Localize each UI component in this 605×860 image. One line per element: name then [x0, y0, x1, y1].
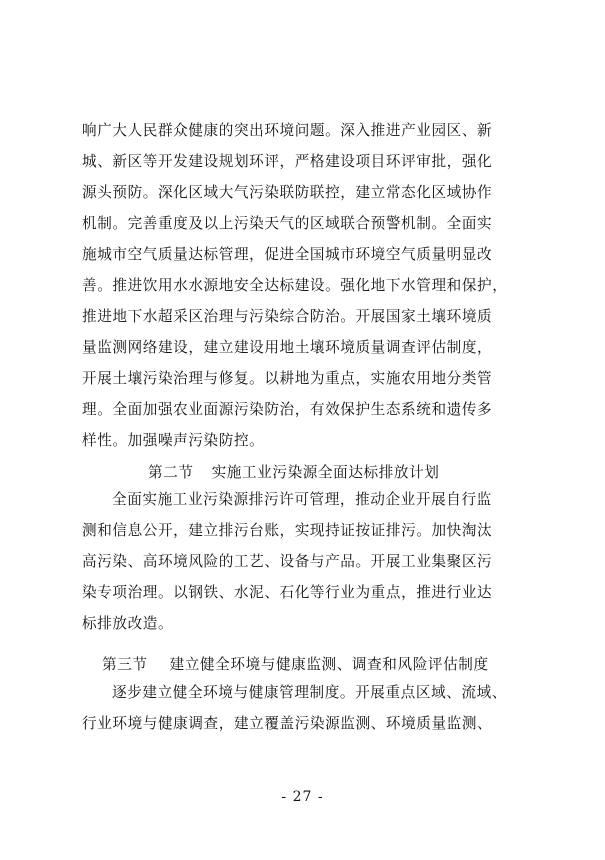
paragraph1-line: 理。全面加强农业面源污染防治，有效保护生态系统和遗传多: [82, 401, 493, 418]
paragraph1-line: 施城市空气质量达标管理，促进全国城市环境空气质量明显改: [82, 246, 493, 263]
section2-line: 测和信息公开，建立排污台账，实现持证按证排污。加快淘汰: [82, 522, 493, 539]
paragraph1-line: 响广大人民群众健康的突出环境问题。深入推进产业园区、新: [82, 122, 493, 139]
paragraph1-line: 量监测网络建设，建立建设用地土壤环境质量调查评估制度，: [82, 339, 493, 356]
section2-number: 第二节: [148, 464, 194, 481]
section2-line: 染专项治理。以钢铁、水泥、石化等行业为重点，推进行业达: [82, 584, 493, 601]
paragraph1-line: 推进地下水超采区治理与污染综合防治。开展国家土壤环境质: [82, 308, 493, 325]
section2-heading: [148, 463, 440, 483]
paragraph1-line: 开展土壤污染治理与修复。以耕地为重点，实施农用地分类管: [82, 370, 493, 387]
section2-line: 高污染、高环境风险的工艺、设备与产品。开展工业集聚区污: [82, 553, 493, 570]
section3-line: 行业环境与健康调查，建立覆盖污染源监测、环境质量监测、: [82, 715, 493, 732]
paragraph1-line: 城、新区等开发建设规划环评，严格建设项目环评审批，强化: [82, 153, 493, 170]
section2-title: 实施工业污染源全面达标排放计划: [211, 464, 440, 481]
paragraph1-line: 机制。完善重度及以上污染天气的区域联合预警机制。全面实: [82, 215, 493, 232]
section3-number: 第三节: [102, 656, 148, 673]
paragraph1-line: 善。推进饮用水水源地安全达标建设。强化地下水管理和保护，: [82, 277, 508, 294]
section2-line: 标排放改造。: [82, 615, 174, 632]
page-number: - 27 -: [281, 789, 324, 805]
paragraph1-line: 源头预防。深化区域大气污染联防联控，建立常态化区域协作: [82, 184, 493, 201]
section2-line: 全面实施工业污染源排污许可管理，推动企业开展自行监: [112, 491, 492, 508]
section3-heading: [102, 655, 489, 675]
section3-line: 逐步建立健全环境与健康管理制度。开展重点区域、流域、: [112, 684, 508, 701]
paragraph1-line: 样性。加强噪声污染防控。: [82, 432, 265, 449]
section3-title: 建立健全环境与健康监测、调查和风险评估制度: [169, 656, 489, 673]
